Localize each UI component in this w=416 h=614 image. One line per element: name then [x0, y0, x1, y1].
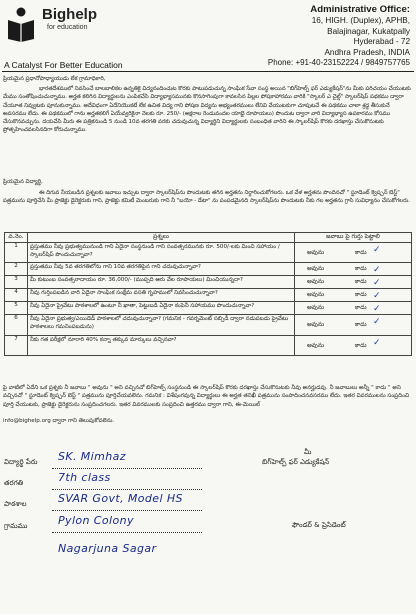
answer-no[interactable]: కాదు — [355, 248, 367, 256]
answer-cell[interactable] — [295, 289, 412, 302]
checkmark-icon: ✓ — [373, 304, 381, 314]
row-number: 5 — [5, 302, 28, 315]
row-question: మీ కుటుంబ సంవత్సరాదాయం రూ. 36,000/- (ముప్పది ఆరు వేల రూపాయలు) మించియున్నదా? — [28, 276, 295, 289]
row-number: 6 — [5, 315, 28, 336]
row-number: 1 — [5, 243, 28, 263]
answer-no[interactable]: కాదు — [355, 304, 367, 311]
row-number: 7 — [5, 336, 28, 356]
field-label-class: తరగతి — [4, 479, 24, 487]
office-address — [210, 4, 410, 58]
answer-cell[interactable] — [295, 243, 412, 263]
greeting-student: ప్రియమైన విద్యార్థి, — [3, 179, 43, 185]
col-header-answer: జవాబు పై గుర్తు పెట్టాలి — [295, 233, 412, 243]
answer-yes[interactable]: అవును — [307, 341, 325, 349]
table-row — [5, 243, 412, 263]
checkmark-icon: ✓ — [373, 338, 381, 348]
answer-cell[interactable] — [295, 315, 412, 336]
answer-cell[interactable] — [295, 276, 412, 289]
table-row — [5, 302, 412, 315]
row-question: నీవు గుర్తింపబడిన వారి ఏదైనా సాంఘిక సంక్షేమ వసతి గృహములో నివసించుచున్నావా? — [28, 289, 295, 302]
header-divider — [2, 71, 414, 72]
field-line — [52, 509, 202, 511]
letter-body: భారతదేశములో నివసించే బాలబాలికల ఉన్నతికై విద్యనందించుట కొరకు పాటుపడుచున్న సాంఘిక సేవా సంస్థ అయిన "బిగ్‌హెల్ప్ ఫర్ ఎడ్యుకేషన్"ను మీకు పరిచయం చేయుటకు మేము సంతోషించుచున్నాము. అర్హత కలిగిన విద్యార్థులను ఎంపికచేసి విద్యాభ్యాసమునకు కొనసాగింపుగా కావలసిన పిల్లల పోషకాహారము వారికి "స్కాలర్ ఎ చైల్డ్" స్కాలర్‌షిప్ పథకము ద్వారా చేయూత నివ్వుటకు పూనుకున్నాము. అదేవిధంగా ఏదేనియొకటే లేక ఉచిత విద్య గాని పోషణ విద్యను అభ్యంతరములు లేనివి వేయుటకుగా చూపుటచే ఈ పథకము చాలా శ్రద్ధ తీసుకునే అవసరము లేదు. ఈ పథకములో గాను అర్హతకలిగే ఏయేవ్వరికైనా నెలకు రూ. 250/- (అక్షరాల రెండువందల యాభై రూపాయలు) పొందుట ద్వారా వారి విద్యాభ్యాస ఉపకారము కోసము చేసుకొనవచ్చును. దయచేసి మీరు ఈ పత్రికనుండి 5 నుండి 10వ తరగతి వరకు చదువుచున్న విద్యార్థిని విద్యార్థులకు సంబంధిత వారిని ఈ స్కాలర్‌షిప్ కొరకు దరఖాస్తు చేసుకొనుటకు ప్రోత్సహించవలసినదిగా కోరుచున్నాము. — [3, 86, 411, 134]
col-header-questions: ప్రశ్నలు — [28, 233, 295, 243]
answer-cell[interactable] — [295, 302, 412, 315]
row-question: నీవు ఏదైనా ప్రైవేటు పాఠశాలలో ఉంటూ నీ ఖాతా, పెట్టుబడి ఏదైనా కంపెనీ సహాయము పొందుచున్నావా? — [28, 302, 295, 315]
answer-yes[interactable]: అవును — [307, 291, 325, 298]
table-row — [5, 315, 412, 336]
answer-cell[interactable] — [295, 336, 412, 356]
signoff-org: బిగ్‌హెల్ప్ ఫర్ ఎడ్యుకేషన్ — [262, 458, 330, 466]
table-row — [5, 263, 412, 276]
field-line — [52, 467, 202, 469]
office-line: Balajinagar, Kukatpally — [327, 26, 410, 36]
signoff: మీ — [304, 448, 312, 456]
row-number: 2 — [5, 263, 28, 276]
email-line: info@bighelp.org ద్వారా గాని తెలుపుకోవలెను. — [3, 418, 115, 424]
field-village-line2[interactable]: Nagarjuna Sagar — [58, 542, 157, 555]
checkmark-icon: ✓ — [373, 278, 381, 288]
answer-no[interactable]: కాదు — [355, 341, 367, 349]
office-line: Hyderabad - 72 — [353, 37, 410, 47]
field-student-name[interactable]: SK. Mimhaz — [58, 450, 126, 463]
eligibility-table — [4, 232, 412, 356]
bighelp-logo-icon — [6, 6, 36, 42]
row-number: 4 — [5, 289, 28, 302]
field-class[interactable]: 7th class — [58, 471, 111, 484]
checkmark-icon: ✓ — [373, 245, 381, 255]
field-label-school: పాఠశాల — [4, 500, 27, 508]
table-row — [5, 276, 412, 289]
checkmark-icon: ✓ — [373, 317, 381, 327]
field-label-village: గ్రామము — [4, 522, 28, 530]
answer-cell[interactable] — [295, 263, 412, 276]
field-school[interactable]: SVAR Govt, Model HS — [58, 492, 183, 505]
office-title: Administrative Office: — [310, 4, 410, 15]
answer-no[interactable]: కాదు — [355, 321, 367, 328]
student-instructions: ఈ దిగువ నీయబడిన ప్రశ్నలకు జవాబు ఇచ్చుట ద్వారా స్కాలర్‌షిప్‌ను పొందుటకు తగిన అర్హతను నిర్ధారించుకోగలరు. ఒక వేళ అర్హతను పొందినచో " స్టూడెంట్ క్వెష్చన్ బెస్ట్" పత్రమును పూర్తిచేసి మీ ప్రాజెక్టు డైరెక్టరుకు గాని, ప్రాజెక్టు కమిటీ మెంబరుకు గాని నీ "బయో - డేటా" ను పంపడమైనది స్కాలర్‌షిప్‌ను పొందుటకు నీకు గల అర్హతను గ్రాసి సువిధ్యానం చేసుకోగలరు. — [3, 190, 411, 205]
checkmark-icon: ✓ — [373, 291, 381, 301]
answer-yes[interactable]: అవును — [307, 265, 325, 272]
closing-note: పై వాటిలో ఏదేని ఒక ప్రశ్నకు నీ జవాబు " అవును " అని వచ్చినచో బిగ్‌హెల్ప్ సంస్థనుండి ఈ స్కాలర్‌షిప్ కొరకు దరఖాస్తు చేసుకొనుటకు నీవు అనర్హుడవు. నీ జవాబులు అన్నీ " కాదు " అని వచ్చినచో " స్టూడెంట్ క్వెష్చన్ బెస్ట్ " పత్రమును పూర్తిచేయవలెను. గమనిక : విశేషంగవున్న విద్యార్థులు ఈ అర్హత తనిఖీ పత్రమును సంపాదించనవసరము లేదు. ఇతర వివరములను సంప్రదించి పూర్తి చేయుటకు, ప్రాజెక్టు డైరెక్టరును సంప్రదించగలరు. ఇతర వివరములకు సంప్రదించి ఉత్తరము ద్వారా గాని, ఈ-మెయిల్ — [3, 385, 410, 408]
answer-yes[interactable]: అవును — [307, 278, 325, 285]
field-line — [52, 488, 202, 490]
row-question: నీకు గత పరీక్షలో నూరారి 40% కన్నా తక్కువ మార్కులు వచ్చినవా? — [28, 336, 295, 356]
row-question: నీవు ఏదైనా ప్రభుత్వ/ఎయిడెడ్ పాఠశాలలో చదువుచున్నావా? (గమనిక - గవర్నమెంట్ సబ్సిడీ ద్వారా నడుపబడు ప్రైవేటు పాఠశాలలు గమనింపబడును) — [28, 315, 295, 336]
row-number: 3 — [5, 276, 28, 289]
office-line: 16, HIGH. (Duplex), APHB, — [311, 16, 410, 25]
answer-yes[interactable]: అవును — [307, 304, 325, 311]
brand-name: Bighelp — [42, 6, 97, 23]
answer-no[interactable]: కాదు — [355, 278, 367, 285]
answer-no[interactable]: కాదు — [355, 265, 367, 272]
field-village[interactable]: Pylon Colony — [58, 514, 134, 527]
greeting-headmaster: ప్రియమైన ప్రధానోపాధ్యాయుడు లేక గ్రామాధికారి, — [3, 76, 106, 82]
row-question: ప్రస్తుతము నీవు ప్రభుత్వమునుండి గాని ఏదైనా సంస్థనుండి గాని సంవత్సరమునకు రూ. 500/-లకు మించి సహాయం / స్కాలర్‌షిప్ పొందుచున్నావా? — [28, 243, 295, 263]
table-row — [5, 289, 412, 302]
field-label-name: విద్యార్థి పేరు — [4, 458, 38, 466]
field-line — [52, 531, 202, 533]
col-header-number: వ.నెం. — [5, 233, 28, 243]
table-row — [5, 336, 412, 356]
brand-sub: for education — [47, 24, 88, 31]
answer-yes[interactable]: అవును — [307, 248, 325, 256]
row-question: ప్రస్తుతము నీవు 5వ తరగతిలోను గాని 10వ తరగతిపైన గాని చదువుచున్నావా? — [28, 263, 295, 276]
signoff-title: ఫౌండర్ & ప్రెసిడెంట్ — [292, 521, 346, 529]
answer-no[interactable]: కాదు — [355, 291, 367, 298]
tagline: A Catalyst For Better Education — [4, 60, 123, 70]
office-line: Andhra Pradesh, INDIA — [324, 47, 410, 57]
table-header — [5, 233, 412, 243]
answer-yes[interactable]: అవును — [307, 321, 325, 328]
checkmark-icon: ✓ — [373, 265, 381, 275]
office-phone: Phone: +91-40-23152224 / 9849757765 — [267, 58, 410, 67]
